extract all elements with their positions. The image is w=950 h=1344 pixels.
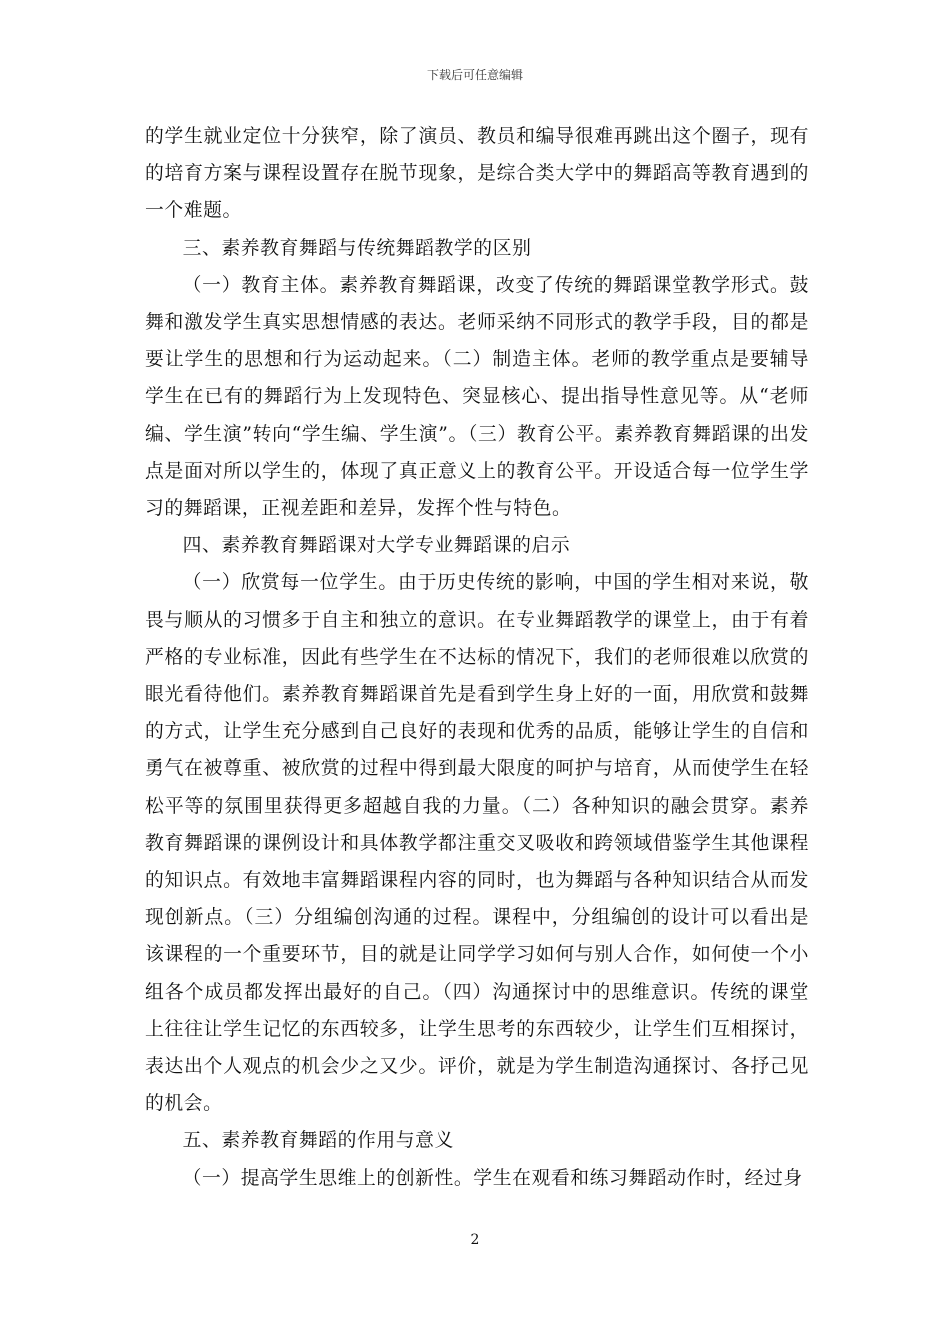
section-heading-5: 五、素养教育舞蹈的作用与意义 — [182, 1130, 454, 1152]
section-heading-3: 三、素养教育舞蹈与传统舞蹈教学的区别 — [182, 237, 532, 259]
section-heading-4: 四、素养教育舞蹈课对大学专业舞蹈课的启示 — [182, 535, 571, 557]
document-body — [145, 118, 809, 1197]
page-number: 2 — [470, 1232, 480, 1248]
paragraph-section-3: （一）教育主体。素养教育舞蹈课，改变了传统的舞蹈课堂教学形式。鼓舞和激发学生真实思想情感的表达。老师采纳不同形式的教学手段，目的都是要让学生的思想和行为运动起来。（二）制造主体。老师的教学重点是要辅导学生在已有的舞蹈行为上发现特色、突显核心、提出指导性意见等。从“老师编、学生演”转向“学生编、学生演”。（三）教育公平。素养教育舞蹈课的出发点是面对所以学生的，体现了真正意义上的教育公平。开设适合每一位学生学习的舞蹈课，正视差距和差异，发挥个性与特色。 — [145, 274, 809, 520]
paragraph-section-4: （一）欣赏每一位学生。由于历史传统的影响，中国的学生相对来说，敬畏与顺从的习惯多于自主和独立的意识。在专业舞蹈教学的课堂上，由于有着严格的专业标准，因此有些学生在不达标的情况下，我们的老师很难以欣赏的眼光看待他们。素养教育舞蹈课首先是看到学生身上好的一面，用欣赏和鼓舞的方式，让学生充分感到自己良好的表现和优秀的品质，能够让学生的自信和勇气在被尊重、被欣赏的过程中得到最大限度的呵护与培育，从而使学生在轻松平等的氛围里获得更多超越自我的力量。（二）各种知识的融会贯穿。素养教育舞蹈课的课例设计和具体教学都注重交叉吸收和跨领域借鉴学生其他课程的知识点。有效地丰富舞蹈课程内容的同时，也为舞蹈与各种知识结合从而发现创新点。（三）分组编创沟通的过程。课程中，分组编创的设计可以看出是该课程的一个重要环节，目的就是让同学学习如何与别人合作，如何使一个小组各个成员都发挥出最好的自己。（四）沟通探讨中的思维意识。传统的课堂上往往让学生记忆的东西较多，让学生思考的东西较少，让学生们互相探讨，表达出个人观点的机会少之又少。评价，就是为学生制造沟通探讨、各抒己见的机会。 — [145, 572, 809, 1115]
page-header: 下载后可任意编辑 — [426, 68, 523, 82]
paragraph-continuation: 的学生就业定位十分狭窄，除了演员、教员和编导很难再跳出这个圈子，现有的培育方案与课程设置存在脱节现象，是综合类大学中的舞蹈高等教育遇到的一个难题。 — [145, 126, 809, 222]
paragraph-section-5: （一）提高学生思维上的创新性。学生在观看和练习舞蹈动作时，经过身 — [182, 1167, 803, 1189]
